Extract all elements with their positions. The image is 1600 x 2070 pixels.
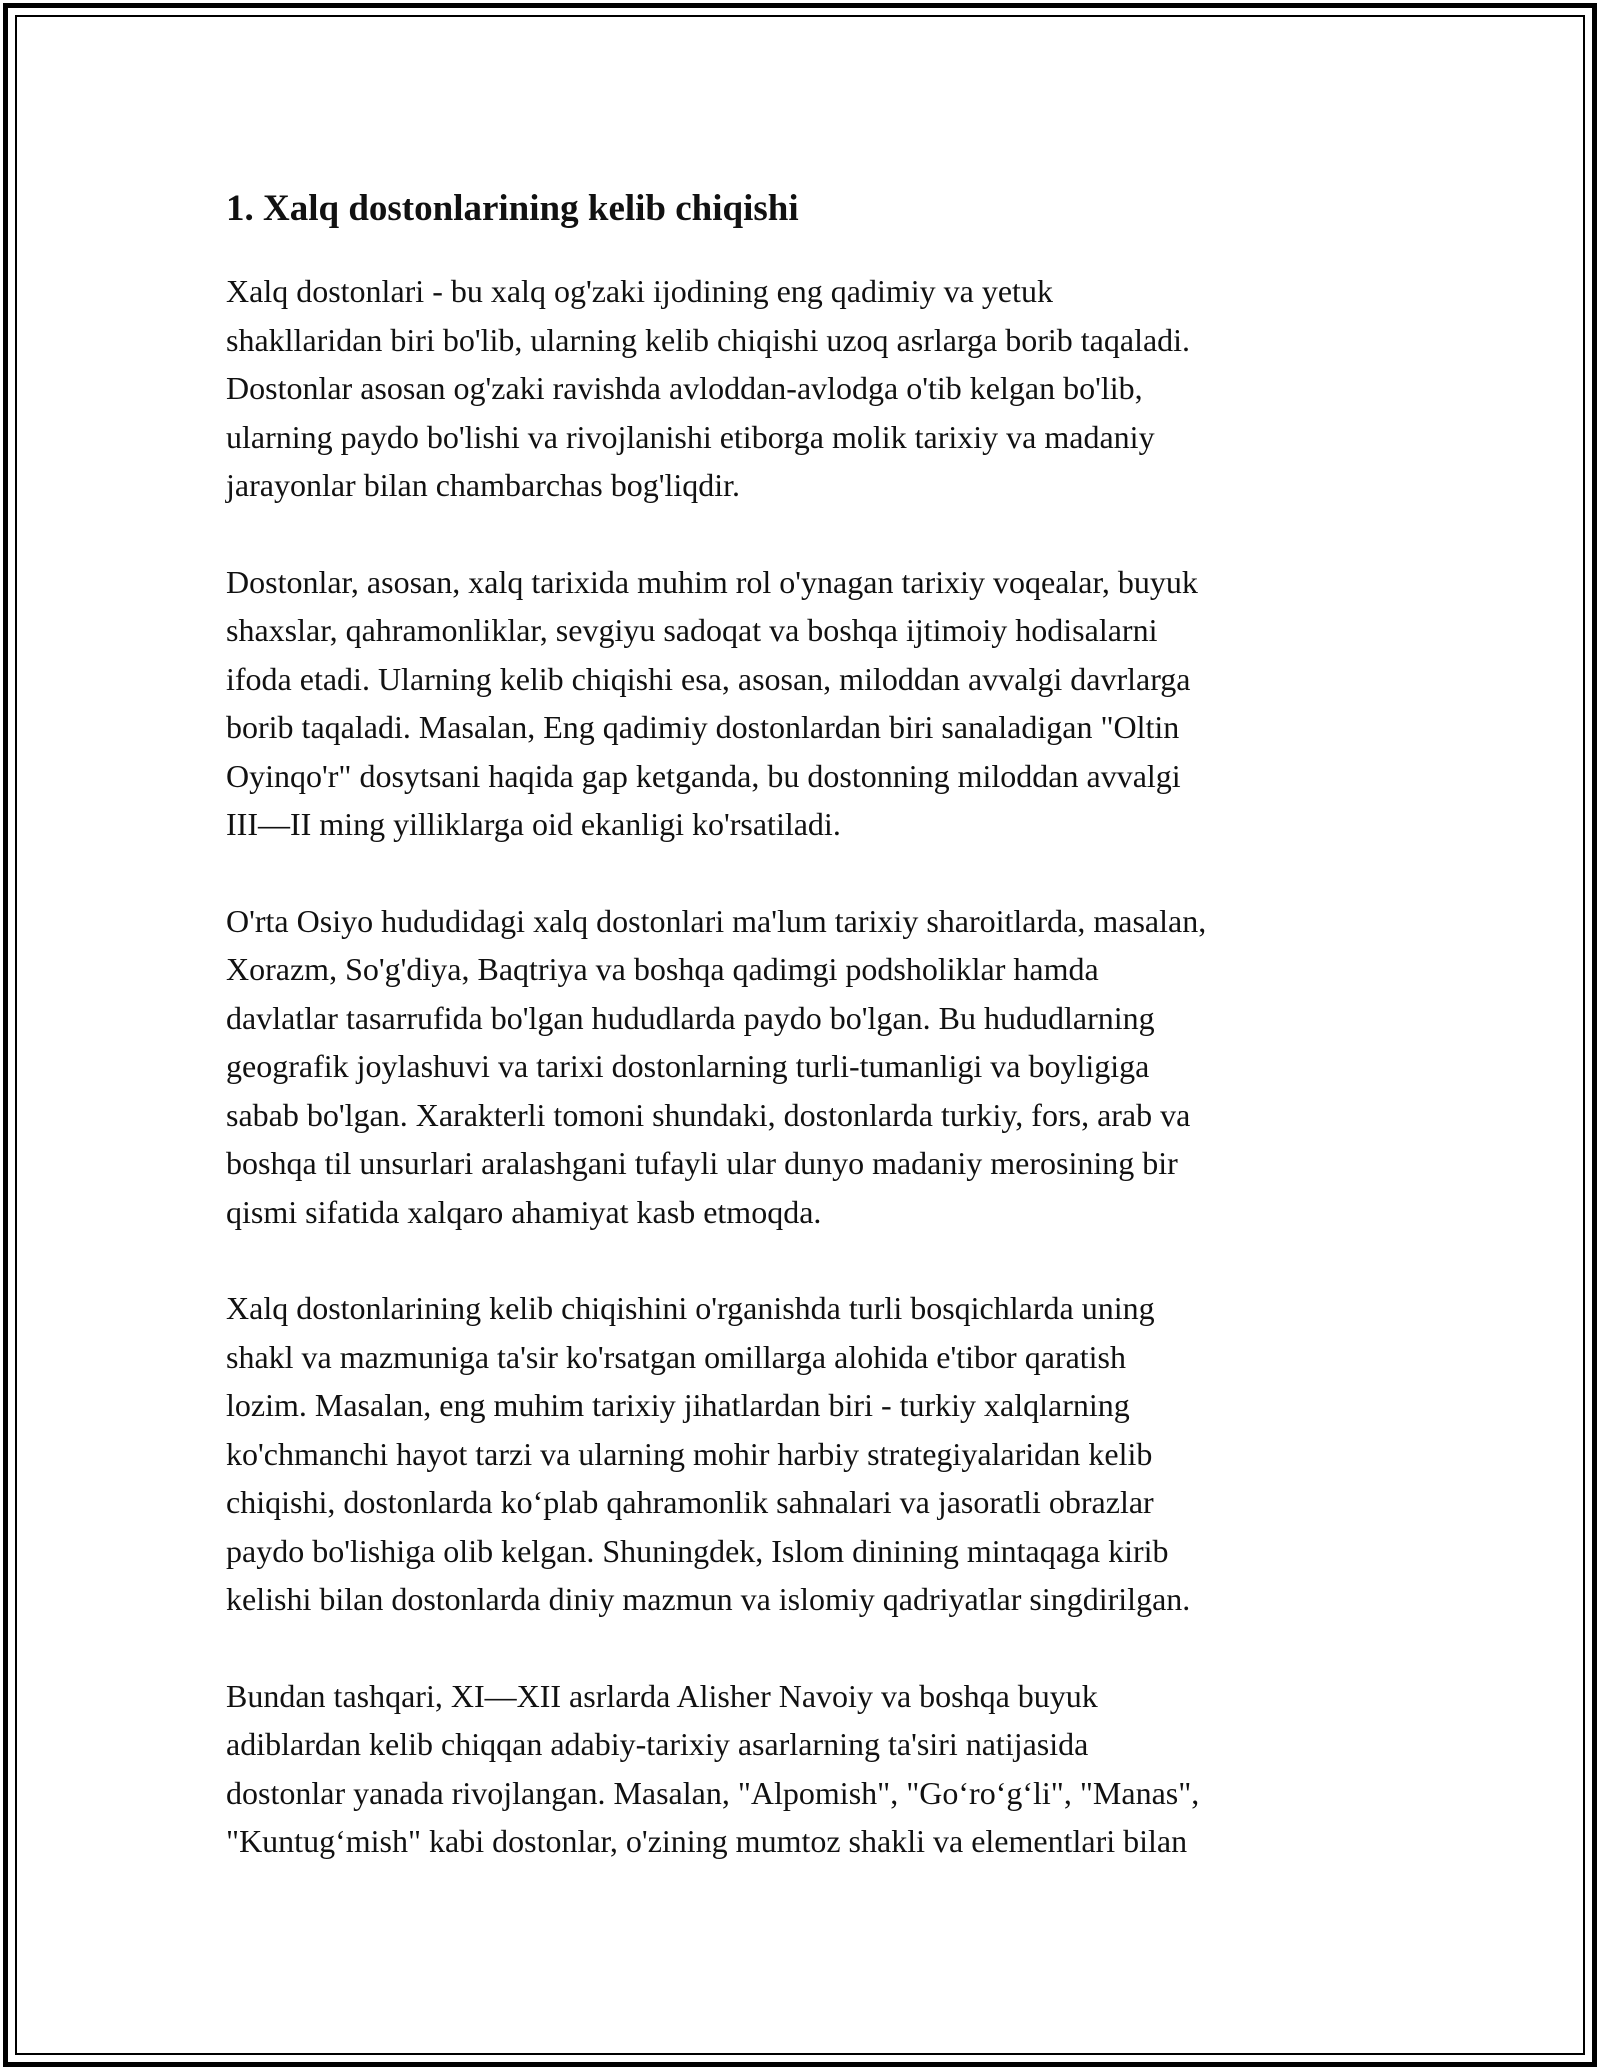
section-heading: 1. Xalq dostonlarining kelib chiqishi [226, 188, 799, 229]
paragraph-3: O'rta Osiyo hududidagi xalq dostonlari ma'lum tarixiy sharoitlarda, masalan, Xorazm, So'g'diya, Baqtriya va boshqa qadimgi podsholiklar hamda davlatlar tasarrufida bo'lgan hududlarda paydo bo'lgan. Bu hududlarning geografik joylashuvi va tarixi dostonlarning turli-tumanligi va boyligiga sabab bo'lgan. Xarakterli tomoni shundaki, dostonlarda turkiy, fors, arab va boshqa til unsurlari aralashgani tufayli ular dunyo madaniy merosining bir qismi sifatida xalqaro ahamiyat kasb etmoqda. [226, 902, 1207, 1230]
paragraph-2: Dostonlar, asosan, xalq tarixida muhim rol o'ynagan tarixiy voqealar, buyuk shaxslar, qahramonliklar, sevgiyu sadoqat va boshqa ijtimoiy hodisalarni ifoda etadi. Ularning kelib chiqishi esa, asosan, miloddan avvalgi davrlarga borib taqaladi. Masalan, Eng qadimiy dostonlardan biri sanaladigan "Oltin Oyinqo'r" dosytsani haqida gap ketganda, bu dostonning miloddan avvalgi III—II ming yilliklarga oid ekanligi ko'rsatiladi. [226, 563, 1198, 842]
paragraph-1: Xalq dostonlari - bu xalq og'zaki ijodining eng qadimiy va yetuk shakllaridan biri bo'lib, ularning kelib chiqishi uzoq asrlarga borib taqaladi. Dostonlar asosan og'zaki ravishda avloddan-avlodga o'tib kelgan bo'lib, ularning paydo bo'lishi va rivojlanishi etiborga molik tarixiy va madaniy jarayonlar bilan chambarchas bog'liqdir. [226, 273, 1191, 503]
document-body [226, 185, 1376, 1914]
paragraph-5: Bundan tashqari, XI—XII asrlarda Alisher Navoiy va boshqa buyuk adiblardan kelib chiqqan adabiy-tarixiy asarlarning ta'siri natijasida dostonlar yanada rivojlangan. Masalan, "Alpomish", "Go‘ro‘g‘li", "Manas", "Kuntug‘mish" kabi dostonlar, o'zining mumtoz shakli va elementlari bilan [226, 1677, 1200, 1859]
paragraph-4: Xalq dostonlarining kelib chiqishini o'rganishda turli bosqichlarda uning shakl va mazmuniga ta'sir ko'rsatgan omillarga alohida e'tibor qaratish lozim. Masalan, eng muhim tarixiy jihatlardan biri - turkiy xalqlarning ko'chmanchi hayot tarzi va ularning mohir harbiy strategiyalaridan kelib chiqishi, dostonlarda ko‘plab qahramonlik sahnalari va jasoratli obrazlar paydo bo'lishiga olib kelgan. Shuningdek, Islom dinining mintaqaga kirib kelishi bilan dostonlarda diniy mazmun va islomiy qadriyatlar singdirilgan. [226, 1290, 1191, 1617]
